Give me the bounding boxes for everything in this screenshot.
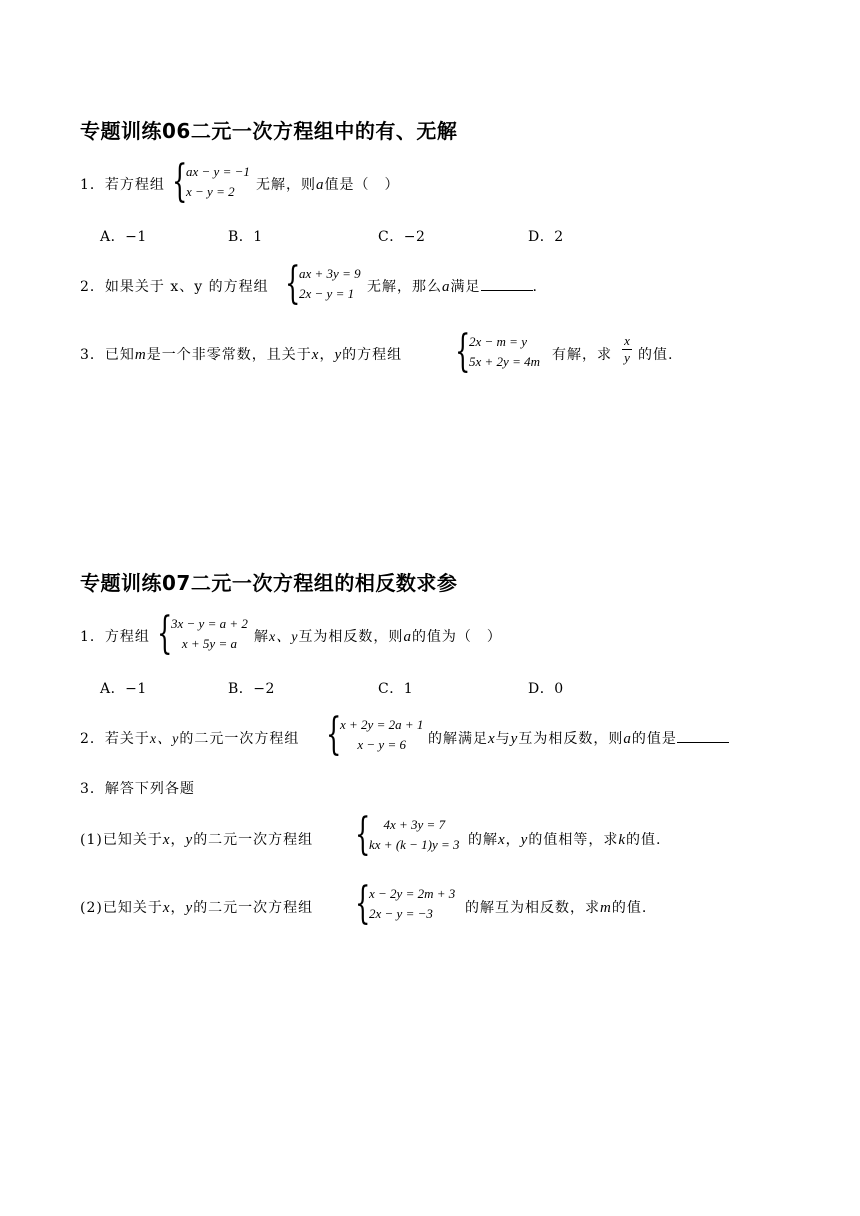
s07-q1-option-b: B．−2 <box>228 681 275 697</box>
s07-q1-option-c: C．1 <box>378 681 414 697</box>
equation-1: ax + 3y = 9 <box>299 266 361 281</box>
brace-icon: { <box>326 709 342 760</box>
equation-1: 2x − m = y <box>469 334 527 349</box>
s07-q3-p1-equation-system <box>355 809 460 860</box>
question-number: 1． <box>80 177 105 193</box>
s06-q1-suffix: 无解，则a值是（ ） <box>256 177 400 193</box>
s06-q1-option-c: C．−2 <box>378 229 426 245</box>
s07-q2-suffix: 的解满足x与y互为相反数，则a的值是 <box>428 728 729 748</box>
s07-q3-heading: 3．解答下列各题 <box>80 781 195 797</box>
s06-q3-suffix: 的值. <box>638 347 674 363</box>
section-07-title: 专题训练07二元一次方程组的相反数求参 <box>80 571 458 595</box>
s06-q1-prefix <box>80 174 165 194</box>
s06-q1-option-b: B．1 <box>228 229 263 245</box>
section-06-title: 专题训练06二元一次方程组中的有、无解 <box>80 119 458 143</box>
s06-q3-prefix: 3．已知m是一个非零常数，且关于x，y的方程组 <box>80 347 403 363</box>
equation-2: x + 5y = a <box>181 636 237 651</box>
equation-1: 4x + 3y = 7 <box>383 817 446 832</box>
s06-q2-prefix: 2．如果关于 x、y 的方程组 <box>80 279 269 295</box>
s07-q2-prefix: 2．若关于x、y的二元一次方程组 <box>80 731 300 747</box>
answer-blank <box>677 742 729 743</box>
s07-q3-p1-prefix: (1)已知关于x，y的二元一次方程组 <box>80 832 314 848</box>
s07-q3-p1-suffix: 的解x，y的值相等，求k的值. <box>468 832 662 848</box>
s07-q1-option-d: D．0 <box>528 681 564 697</box>
brace-icon: { <box>455 326 471 377</box>
s06-q1-option-a: A．−1 <box>100 229 147 245</box>
s07-q2-equation-system <box>326 709 424 760</box>
brace-icon: { <box>355 878 371 929</box>
brace-icon: { <box>157 608 173 659</box>
question-text: 若方程组 <box>104 177 165 193</box>
s07-q1-suffix: 解x、y互为相反数，则a的值为（ ） <box>254 629 502 645</box>
fraction-x-over-y: x y <box>622 334 632 365</box>
equation-2: 5x + 2y = 4m <box>469 354 540 369</box>
equation-1: 3x − y = a + 2 <box>171 616 248 631</box>
s06-q2-suffix: 无解，那么a满足 . <box>367 279 538 295</box>
s07-q3-p2-suffix: 的解互为相反数，求m的值. <box>465 900 648 916</box>
equation-2: 2x − y = 1 <box>299 286 355 301</box>
answer-blank <box>481 290 533 291</box>
equation-2: kx + (k − 1)y = 3 <box>369 837 460 852</box>
equation-2: x − y = 6 <box>357 737 406 752</box>
s06-q1-equation-system <box>172 156 250 207</box>
s06-q1-option-d: D．2 <box>528 229 564 245</box>
s06-q3-equation-system <box>455 326 540 377</box>
brace-icon: { <box>172 156 188 207</box>
s06-q2-equation-system <box>285 258 361 309</box>
s07-q3-p2-equation-system <box>355 878 456 929</box>
equation-1: x − 2y = 2m + 3 <box>369 886 456 901</box>
equation-2: 2x − y = −3 <box>369 906 433 921</box>
brace-icon: { <box>355 809 371 860</box>
equation-2: x − y = 2 <box>186 184 235 199</box>
equation-1: x + 2y = 2a + 1 <box>340 717 424 732</box>
equation-1: ax − y = −1 <box>186 164 250 179</box>
s07-q1-equation-system <box>157 608 248 659</box>
s06-q3-mid: 有解，求 <box>552 347 612 363</box>
brace-icon: { <box>285 258 301 309</box>
s07-q1-option-a: A．−1 <box>100 681 147 697</box>
s07-q1-prefix: 1．方程组 <box>80 629 150 645</box>
s07-q3-p2-prefix: (2)已知关于x，y的二元一次方程组 <box>80 900 314 916</box>
